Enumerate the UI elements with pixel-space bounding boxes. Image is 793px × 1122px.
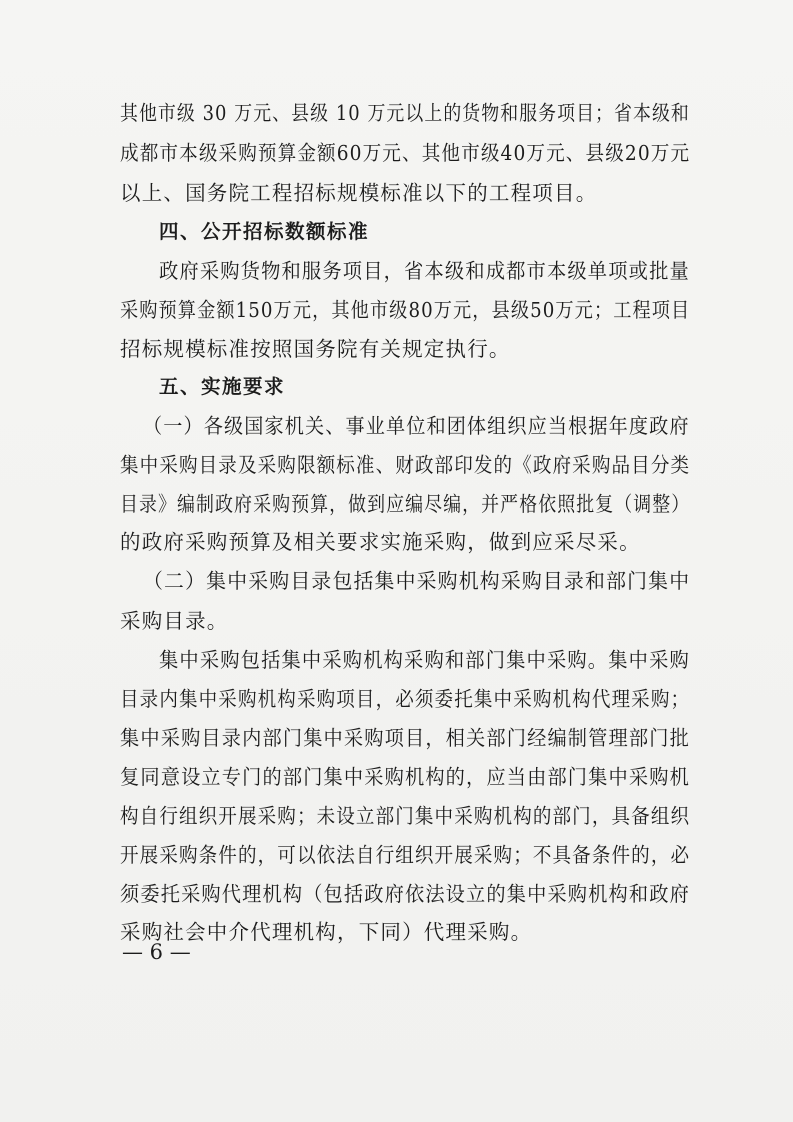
text-line: 成都市本级采购预算金额60万元、其他市级40万元、县级20万元: [120, 141, 691, 165]
section-heading: 四、公开招标数额标准: [159, 220, 370, 243]
text-line: 政府采购货物和服务项目，省本级和成都市本级单项或批量: [159, 259, 690, 283]
text-line: 的政府采购预算及相关要求实施采购，做到应采尽采。: [120, 530, 641, 554]
text-line: 以上、国务院工程招标规模标准以下的工程项目。: [120, 181, 598, 205]
text-line: （一）各级国家机关、事业单位和团体组织应当根据年度政府: [143, 414, 690, 438]
page-number: — 6 —: [122, 940, 191, 964]
text-line: 构自行组织开展采购；未设立部门集中采购机构的部门，具备组织: [120, 804, 691, 828]
text-line: 复同意设立专门的部门集中采购机构的，应当由部门集中采购机: [120, 765, 690, 789]
text-line: 开展采购条件的，可以依法自行组织开展采购；不具备条件的，必: [120, 843, 691, 867]
text-line: 集中采购包括集中采购机构采购和部门集中采购。集中采购: [159, 648, 690, 672]
text-line: 集中采购目录内部门集中采购项目，相关部门经编制管理部门批: [120, 726, 690, 750]
text-line: 招标规模标准按照国务院有关规定执行。: [120, 337, 511, 361]
text-line: 须委托采购代理机构（包括政府依法设立的集中采购机构和政府: [120, 882, 690, 906]
text-line: 集中采购目录及采购限额标准、财政部印发的《政府采购品目分类: [120, 453, 691, 477]
text-line: 目录内集中采购机构采购项目，必须委托集中采购机构代理采购；: [120, 687, 691, 711]
text-line: 其他市级 30 万元、县级 10 万元以上的货物和服务项目；省本级和: [120, 101, 690, 125]
section-heading: 五、实施要求: [159, 375, 286, 398]
text-line: 目录》编制政府采购预算，做到应编尽编，并严格依照批复（调整）: [120, 492, 691, 516]
text-line: 采购目录。: [120, 609, 229, 633]
text-line: 采购预算金额150万元，其他市级80万元，县级50万元；工程项目: [120, 298, 691, 322]
text-line: 采购社会中介代理机构，下同）代理采购。: [120, 920, 533, 944]
text-line: （二）集中采购目录包括集中采购机构采购目录和部门集中: [143, 569, 691, 593]
